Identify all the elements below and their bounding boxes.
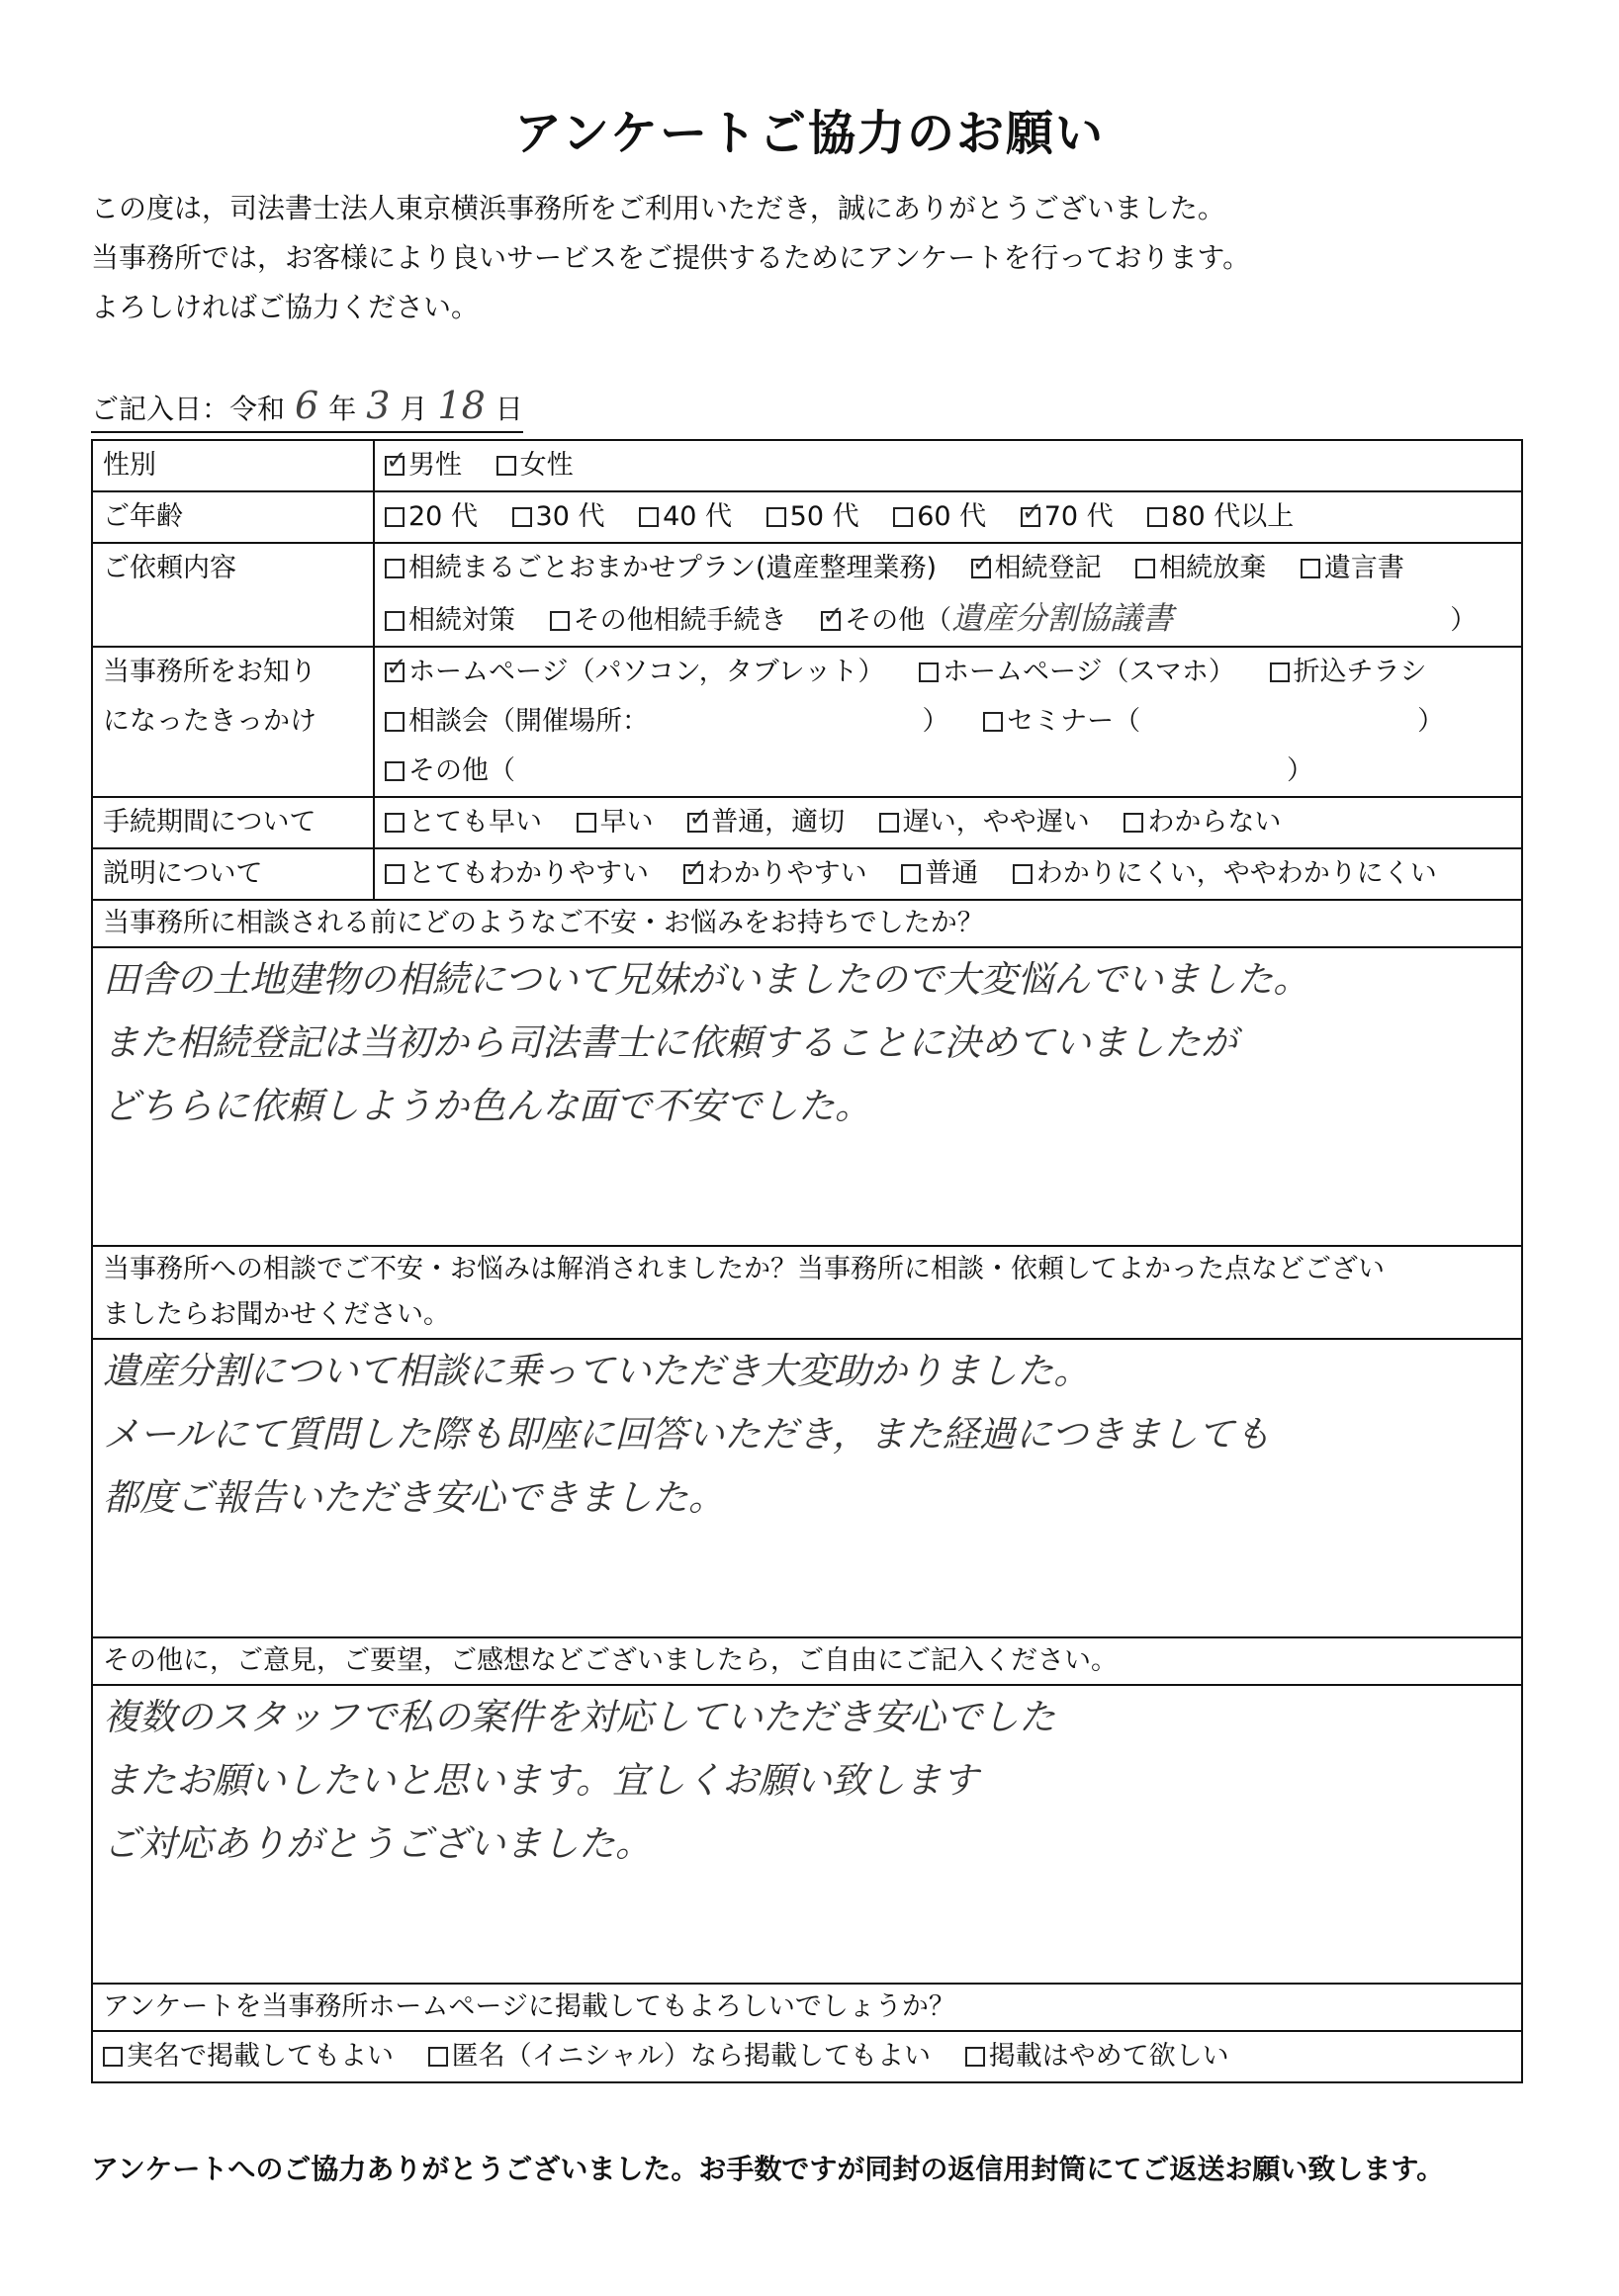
survey-form-table <box>91 439 1523 2083</box>
answer-line: また相続登記は当初から司法書士に依頼することに決めていましたが <box>103 1021 1237 1064</box>
period-label: 手続期間について <box>92 797 374 848</box>
request-row <box>92 543 1522 647</box>
publish-option-decline[interactable]: 掲載はやめて欲しい <box>965 2041 1229 2072</box>
date-month-value[interactable]: 3 <box>366 384 391 427</box>
publish-question-row <box>92 1984 1522 2031</box>
date-label: ご記入日：令和 <box>91 393 286 425</box>
checkbox[interactable] <box>385 559 405 578</box>
answer-line: 遺産分割について相談に乗っていただき大変助かりました。 <box>103 1350 1091 1392</box>
explanation-label: 説明について <box>92 848 374 900</box>
request-option-full-plan[interactable]: 相続まるごとおまかせプラン(遺産整理業務) <box>385 553 937 583</box>
period-option-fast[interactable]: 早い <box>577 807 654 838</box>
period-row <box>92 797 1522 848</box>
q1-answer-row <box>92 947 1522 1246</box>
source-option-other[interactable]: その他（ ） <box>385 755 1313 786</box>
checkbox[interactable] <box>512 507 532 527</box>
age-option-50s[interactable]: 50 代 <box>766 501 859 532</box>
explanation-options <box>374 848 1522 900</box>
date-month-unit: 月 <box>400 393 428 425</box>
age-options <box>374 491 1522 543</box>
checkbox[interactable] <box>971 559 991 578</box>
publish-option-real-name[interactable]: 実名で掲載してもよい <box>103 2041 394 2072</box>
publish-question: アンケートを当事務所ホームページに掲載してもよろしいでしょうか？ <box>92 1984 1522 2031</box>
request-label: ご依頼内容 <box>92 543 374 647</box>
checkbox[interactable] <box>766 507 786 527</box>
q2-answer-row <box>92 1339 1522 1637</box>
age-option-80s-plus[interactable]: 80 代以上 <box>1147 501 1294 532</box>
request-option-registration[interactable]: ✓ 相続登記 <box>971 553 1102 583</box>
checkbox[interactable] <box>496 456 516 476</box>
checkbox[interactable] <box>1021 507 1040 527</box>
checkbox[interactable] <box>983 712 1003 732</box>
source-options <box>374 647 1522 797</box>
checkbox[interactable] <box>385 456 405 476</box>
source-option-consultation[interactable]: 相談会（開催場所： ） <box>385 706 949 737</box>
checkbox[interactable] <box>919 662 939 682</box>
request-other-input[interactable]: 遺産分割協議書 <box>951 599 1174 637</box>
gender-option-female[interactable]: 女性 <box>496 450 574 481</box>
checkbox[interactable] <box>1013 864 1033 884</box>
age-label: ご年齢 <box>92 491 374 543</box>
checkbox[interactable] <box>879 813 899 833</box>
explanation-row <box>92 848 1522 900</box>
age-row <box>92 491 1522 543</box>
age-option-60s[interactable]: 60 代 <box>893 501 986 532</box>
date-year-unit: 年 <box>328 393 357 425</box>
intro-line: よろしければご協力ください。 <box>91 291 480 323</box>
explanation-option-clear[interactable]: ✓ わかりやすい <box>683 858 867 889</box>
source-option-homepage-mobile[interactable]: ホームページ（スマホ） <box>919 657 1235 687</box>
publish-options <box>92 2031 1522 2082</box>
q3-question: その他に，ご意見，ご要望，ご感想などございましたら，ご自由にご記入ください。 <box>92 1637 1522 1685</box>
page-title: アンケートご協力のお願い <box>513 106 1106 161</box>
intro-line: 当事務所では，お客様により良いサービスをご提供するためにアンケートを行っております。 <box>91 241 1251 274</box>
publish-options-row <box>92 2031 1522 2082</box>
checkbox[interactable] <box>1270 662 1290 682</box>
request-option-renunciation[interactable]: 相続放棄 <box>1135 553 1266 583</box>
explanation-option-unclear[interactable]: わかりにくい，ややわかりにくい <box>1013 858 1437 889</box>
explanation-option-normal[interactable]: 普通 <box>901 858 978 889</box>
gender-label: 性別 <box>92 440 374 491</box>
checkbox[interactable] <box>577 813 596 833</box>
date-year-value[interactable]: 6 <box>295 384 319 427</box>
request-option-will[interactable]: 遺言書 <box>1301 553 1404 583</box>
source-row <box>92 647 1522 797</box>
checkbox[interactable] <box>687 813 707 833</box>
source-option-homepage-pc[interactable]: ✓ホームページ（パソコン，タブレット） <box>385 657 884 687</box>
answer-line: またお願いしたいと思います。宜しくお願い致します <box>103 1759 979 1802</box>
checkbox[interactable] <box>428 2047 448 2067</box>
checkbox[interactable] <box>385 761 405 781</box>
intro-line: この度は，司法書士法人東京横浜事務所をご利用いただき，誠にありがとうございました。 <box>91 192 1225 224</box>
request-option-planning[interactable]: 相続対策 <box>385 605 515 636</box>
checkbox[interactable] <box>385 662 405 682</box>
period-option-slow[interactable]: 遅い，やや遅い <box>879 807 1090 838</box>
age-option-30s[interactable]: 30 代 <box>512 501 605 532</box>
date-day-unit: 日 <box>495 393 523 425</box>
checkbox[interactable] <box>385 507 405 527</box>
publish-option-anonymous[interactable]: 匿名（イニシャル）なら掲載してもよい <box>428 2041 931 2072</box>
q2-question: 当事務所への相談でご不安・お悩みは解消されましたか？当事務所に相談・依頼してよかった点などござい ましたらお聞かせください。 <box>92 1246 1522 1339</box>
checkbox[interactable] <box>1135 559 1155 578</box>
age-option-40s[interactable]: 40 代 <box>639 501 732 532</box>
q3-answer-row <box>92 1685 1522 1984</box>
explanation-option-very-clear[interactable]: とてもわかりやすい <box>385 858 649 889</box>
q1-question-row <box>92 900 1522 947</box>
gender-options <box>374 440 1522 491</box>
checkbox[interactable] <box>965 2047 985 2067</box>
checkbox[interactable] <box>893 507 913 527</box>
checkbox[interactable] <box>385 864 405 884</box>
checkbox[interactable] <box>1124 813 1143 833</box>
checkbox[interactable] <box>683 864 703 884</box>
source-option-flyer[interactable]: 折込チラシ <box>1270 657 1427 687</box>
period-option-normal[interactable]: ✓ 普通，適切 <box>687 807 845 838</box>
checkbox[interactable] <box>550 611 570 631</box>
checkbox[interactable] <box>385 611 405 631</box>
q2-answer-field[interactable] <box>92 1339 1522 1637</box>
gender-row <box>92 440 1522 491</box>
age-option-70s[interactable]: ✓ 70 代 <box>1021 501 1114 532</box>
answer-line: メールにて質問した際も即座に回答いただき，また経過につきましても <box>103 1413 1272 1456</box>
gender-option-male[interactable]: ✓ 男性 <box>385 450 462 481</box>
period-option-very-fast[interactable]: とても早い <box>385 807 542 838</box>
request-option-other-procedures[interactable]: その他相続手続き <box>550 605 787 636</box>
entry-date <box>91 384 523 433</box>
checkbox[interactable] <box>901 864 921 884</box>
checkbox[interactable] <box>385 712 405 732</box>
period-option-unknown[interactable]: わからない <box>1124 807 1281 838</box>
answer-line: 複数のスタッフで私の案件を対応していただき安心でした <box>103 1696 1056 1738</box>
checkbox[interactable] <box>1147 507 1167 527</box>
q3-question-row <box>92 1637 1522 1685</box>
intro-text <box>91 184 1250 332</box>
request-option-other[interactable]: ✓ その他（遺産分割協議書 ） <box>821 605 1477 636</box>
checkbox[interactable] <box>821 611 841 631</box>
q3-answer-field[interactable] <box>92 1685 1522 1984</box>
date-day-value[interactable]: 18 <box>437 384 486 427</box>
answer-line: 田舎の土地建物の相続について兄妹がいましたので大変悩んでいました。 <box>103 958 1310 1001</box>
source-option-seminar[interactable]: セミナー（ ） <box>983 706 1444 737</box>
footer-note: アンケートへのご協力ありがとうございました。お手数ですが同封の返信用封筒にてご返送お願い致します。 <box>91 2153 1445 2185</box>
checkbox[interactable] <box>103 2047 123 2067</box>
age-option-20s[interactable]: 20 代 <box>385 501 478 532</box>
q1-answer-field[interactable] <box>92 947 1522 1246</box>
answer-line: ご対応ありがとうございました。 <box>103 1822 652 1865</box>
answer-line: 都度ご報告いただき安心できました。 <box>103 1476 725 1519</box>
checkbox[interactable] <box>639 507 659 527</box>
source-label: 当事務所をお知り になったきっかけ <box>92 647 374 797</box>
checkbox[interactable] <box>1301 559 1320 578</box>
q1-question: 当事務所に相談される前にどのようなご不安・お悩みをお持ちでしたか？ <box>92 900 1522 947</box>
request-options <box>374 543 1522 647</box>
answer-line: どちらに依頼しようか色んな面で不安でした。 <box>103 1085 871 1127</box>
checkbox[interactable] <box>385 813 405 833</box>
q2-question-row <box>92 1246 1522 1339</box>
period-options <box>374 797 1522 848</box>
